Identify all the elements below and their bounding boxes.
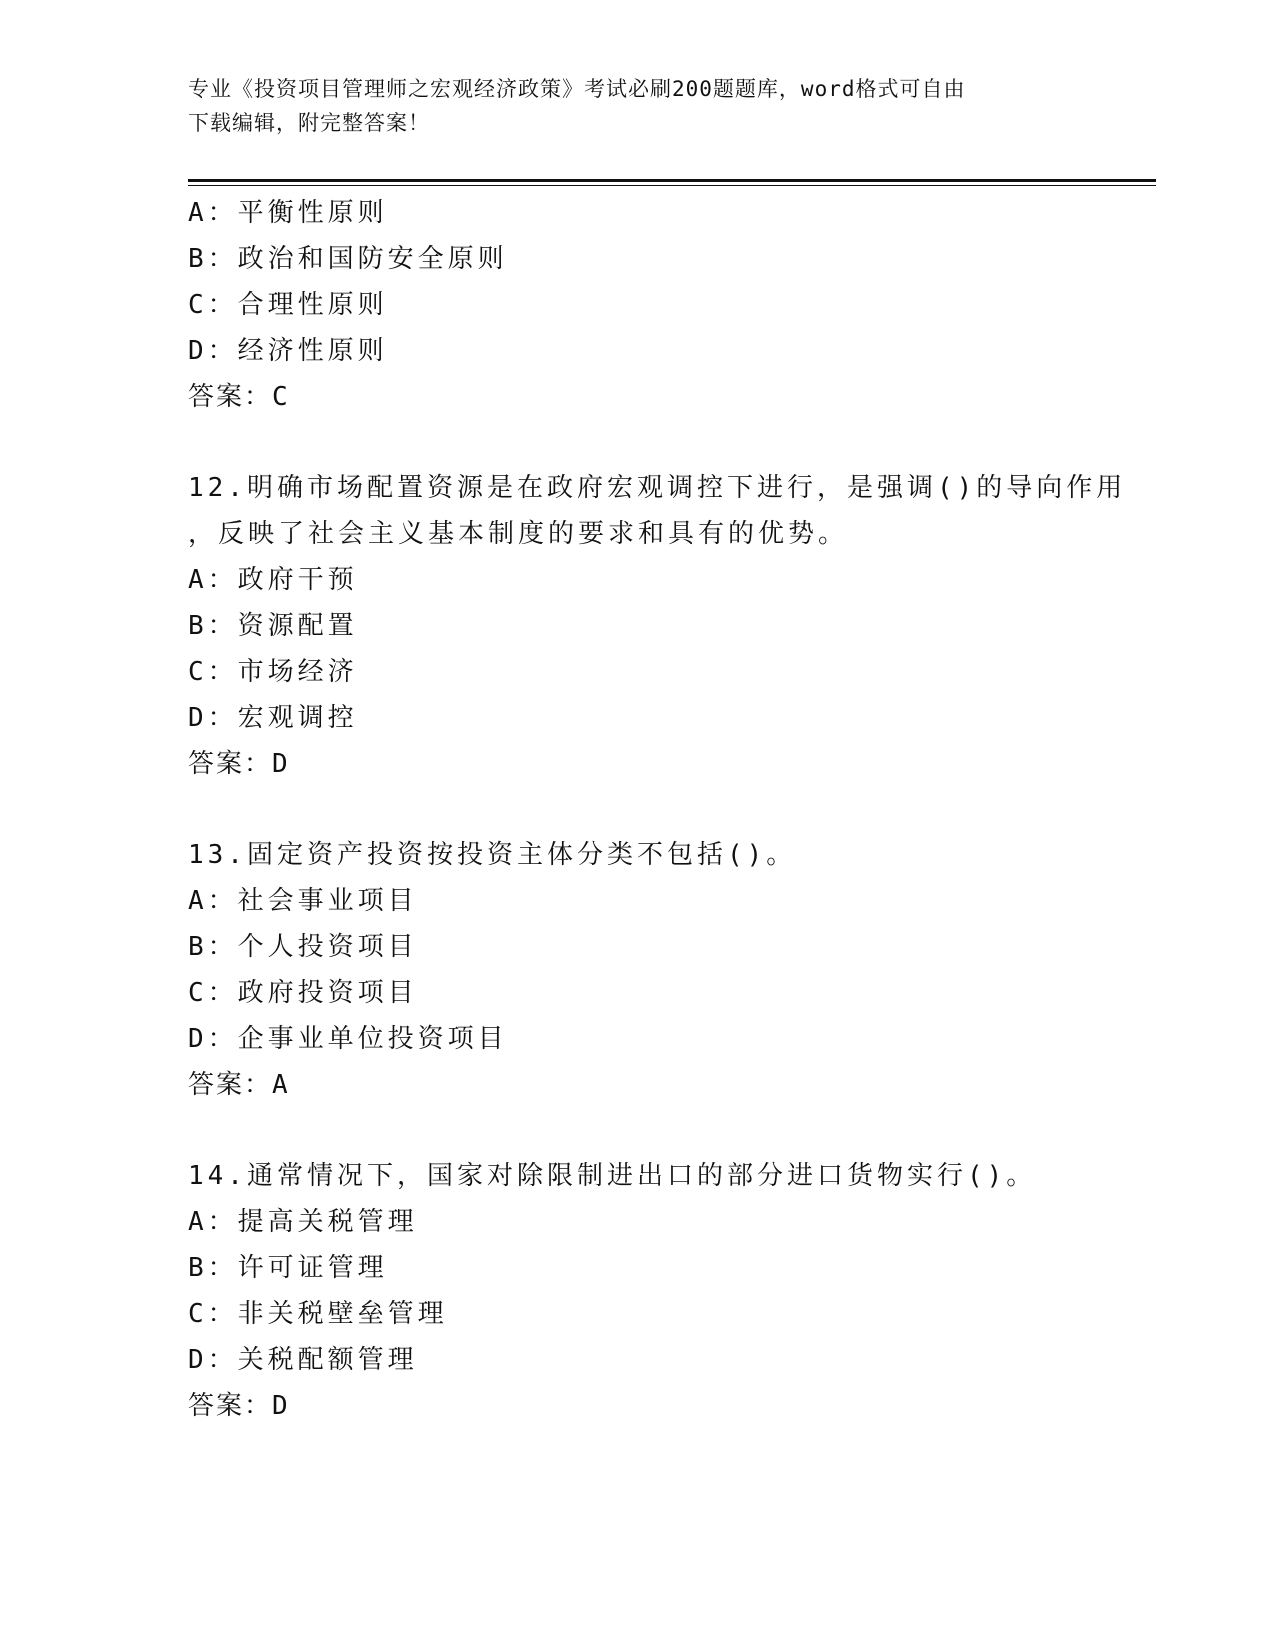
question-11 xyxy=(188,190,1148,420)
option-d: D：经济性原则 xyxy=(188,336,388,366)
option-a: A：提高关税管理 xyxy=(188,1207,418,1237)
question-stem: 13.固定资产投资按投资主体分类不包括()。 xyxy=(188,840,797,870)
answer-line: 答案：C xyxy=(188,382,290,412)
option-c: C：市场经济 xyxy=(188,657,358,687)
option-a: A：政府干预 xyxy=(188,565,358,595)
answer-line: 答案：A xyxy=(188,1070,290,1100)
option-b: B：许可证管理 xyxy=(188,1253,388,1283)
question-stem: 14.通常情况下，国家对除限制进出口的部分进口货物实行()。 xyxy=(188,1161,1037,1191)
question-list xyxy=(188,190,1148,1429)
intro-line-1: 专业《投资项目管理师之宏观经济政策》考试必刷200题题库，word格式可自由 xyxy=(188,77,966,101)
question-13 xyxy=(188,832,1148,1108)
answer-line: 答案：D xyxy=(188,749,290,779)
question-14 xyxy=(188,1153,1148,1429)
option-b: B：资源配置 xyxy=(188,611,358,641)
option-d: D：宏观调控 xyxy=(188,703,358,733)
option-b: B：政治和国防安全原则 xyxy=(188,244,508,274)
answer-line: 答案：D xyxy=(188,1391,290,1421)
option-a: A：平衡性原则 xyxy=(188,198,388,228)
option-a: A：社会事业项目 xyxy=(188,886,418,916)
question-stem-continued: ，反映了社会主义基本制度的要求和具有的优势。 xyxy=(188,519,849,549)
question-stem: 12.明确市场配置资源是在政府宏观调控下进行，是强调()的导向作用 xyxy=(188,473,1127,503)
document-intro xyxy=(188,72,1068,140)
question-12 xyxy=(188,465,1148,787)
option-d: D：关税配额管理 xyxy=(188,1345,418,1375)
option-c: C：合理性原则 xyxy=(188,290,388,320)
intro-line-2: 下载编辑，附完整答案！ xyxy=(188,111,430,135)
option-c: C：非关税壁垒管理 xyxy=(188,1299,448,1329)
option-d: D：企事业单位投资项目 xyxy=(188,1024,508,1054)
header-divider-thin xyxy=(188,185,1156,186)
header-divider-thick xyxy=(188,179,1156,182)
option-c: C：政府投资项目 xyxy=(188,978,418,1008)
option-b: B：个人投资项目 xyxy=(188,932,418,962)
